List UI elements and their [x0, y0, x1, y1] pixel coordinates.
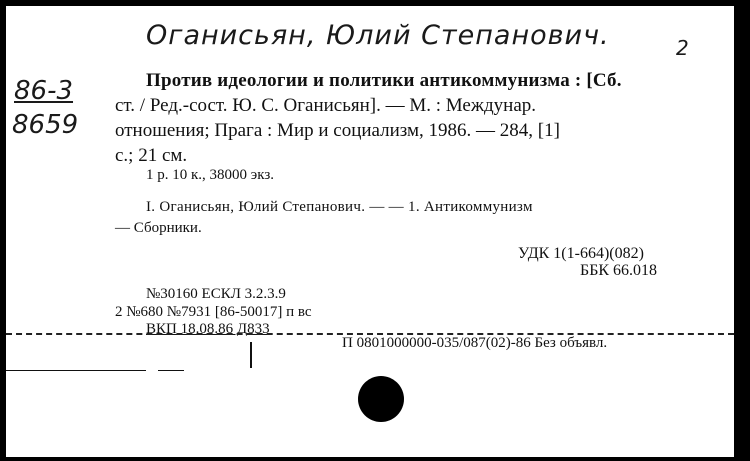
entry-price: 1 р. 10 к., 38000 экз. [146, 167, 274, 183]
tracings-line-2: — Сборники. [115, 220, 202, 236]
bbk-code: ББК 66.018 [580, 262, 658, 279]
entry-line-3: отношения; Прага : Мир и социализм, 1986. — 284, [1] [115, 120, 560, 141]
udk-code: УДК 1(1-664)(082) [518, 245, 644, 262]
entry-line-2: ст. / Ред.-сост. Ю. С. Оганисьян]. — М. : Междунар. [115, 95, 537, 116]
footer-line-1: №30160 ЕСКЛ 3.2.3.9 [146, 286, 286, 302]
footer-line-2: 2 №680 №7931 [86-50017] п вс [115, 304, 312, 320]
handwritten-suffix-number: 2 [676, 36, 689, 60]
tracings-line-1: I. Оганисьян, Юлий Степанович. — — 1. Антикоммунизм [146, 199, 533, 215]
entry-title-line: Против идеологии и политики антикоммунизма : [Сб. [146, 70, 622, 91]
dashed-divider [6, 333, 734, 335]
handwritten-code-top: 86-3 [14, 76, 74, 106]
bottom-left-rule [6, 370, 146, 371]
footer-line-3: ВКП 18.08.86 Д833 [146, 321, 270, 337]
handwritten-author-name: Оганисьян, Юлий Степанович. [146, 20, 610, 51]
card-right-edge [738, 0, 750, 461]
handwritten-code-bottom: 8659 [12, 110, 79, 140]
short-vertical-mark [250, 342, 252, 368]
bottom-left-rule-short [158, 370, 184, 371]
entry-line-4: с.; 21 см. [115, 145, 188, 166]
punch-hole [358, 376, 404, 422]
catalog-card [6, 6, 734, 457]
footer-line-4: П 0801000000-035/087(02)-86 Без объявл. [342, 335, 608, 351]
